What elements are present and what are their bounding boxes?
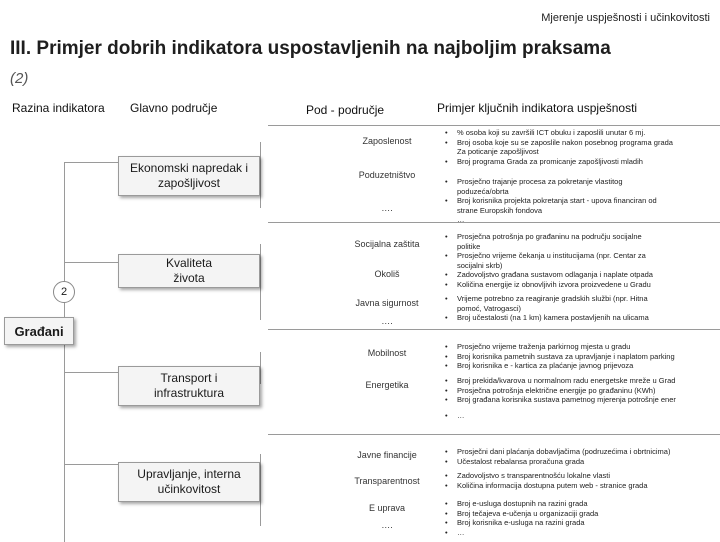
list-item: • Zadovoljstvo s transparentnošću lokalne vlasti <box>443 471 720 481</box>
list-item-continuation: Za poticanje zapošljivost <box>457 147 539 156</box>
list-item-continuation: politike <box>457 241 481 251</box>
list-item: • Prosječna potrošnja po građaninu na području socijalne <box>443 232 720 242</box>
list-item: • Prosječno vrijeme čekanja u institucijama (npr. Centar za <box>443 251 720 261</box>
indicators-okolis <box>443 270 720 289</box>
list-item: • Broj korisnika projekta pokretanja start - upova financiran od <box>443 196 720 206</box>
subarea-zaposlenost: Zaposlenost <box>362 136 412 146</box>
list-item: • % osoba koji su završili ICT obuku i zaposlili unutar 6 mj. <box>443 128 720 138</box>
list-item: • Broj građana korisnika sustava pametnog mjerenja potrošnje ener <box>443 395 720 405</box>
subarea-energetika: Energetika <box>365 380 409 390</box>
list-item-continuation: socijalni skrb) <box>457 260 503 270</box>
column-header-razina: Razina indikatora <box>12 101 105 115</box>
level-number-badge: 2 <box>53 281 75 303</box>
subarea-javne-financije: Javne financije <box>357 450 417 460</box>
list-item: • Količina energije iz obnovljivih izvora proizvedene u Gradu <box>443 280 720 290</box>
connector <box>64 372 120 373</box>
list-item: … <box>457 215 465 224</box>
level-connector <box>64 162 65 542</box>
connector <box>260 142 261 208</box>
indicators-mobilnost <box>443 342 720 371</box>
connector <box>64 464 120 465</box>
list-item: • Broj prekida/kvarova u normalnom radu energetske mreže u Grad <box>443 376 720 386</box>
subarea-ellipsis: …. <box>381 203 393 213</box>
list-item: • Prosječno trajanje procesa za pokretanje vlastitog <box>443 177 720 187</box>
list-item-continuation: pomoć, Vatrogasci) <box>457 303 522 313</box>
connector <box>260 454 261 526</box>
list-item: • … <box>443 411 720 421</box>
divider <box>268 125 720 126</box>
list-item: • Prosječna potrošnja električne energije po građaninu (KWh) <box>443 386 720 396</box>
list-item: • Učestalost rebalansa proračuna grada <box>443 457 720 467</box>
indicators-socijalna <box>443 232 720 270</box>
main-area-upravljanje: Upravljanje, interna učinkovitost <box>118 462 260 502</box>
list-item: • Broj tečajeva e-učenja u organizaciji grada <box>443 509 720 519</box>
indicators-energetika <box>443 376 720 420</box>
list-item: • Broj korisnika e-usluga na razini grada <box>443 518 720 528</box>
column-header-glavno: Glavno područje <box>130 101 218 115</box>
subarea-mobilnost: Mobilnost <box>367 348 407 358</box>
indicators-zaposlenost <box>443 128 720 166</box>
column-header-pod: Pod - područje <box>306 103 385 117</box>
indicators-javne-financije <box>443 447 720 466</box>
page-title: III. Primjer dobrih indikatora uspostavljenih na najboljim praksama <box>10 38 611 59</box>
indicators-e-uprava <box>443 499 720 537</box>
divider <box>268 434 720 435</box>
list-item: • Broj osoba koje su se zaposlile nakon posebnog programa grada <box>443 138 720 148</box>
list-item: • Broj programa Grada za promicanje zapošljivosti mladih <box>443 157 720 167</box>
list-item: • Količina informacija dostupna putem web - stranice grada <box>443 481 720 491</box>
main-area-kvaliteta: Kvaliteta života <box>118 254 260 288</box>
subarea-transparentnost: Transparentnost <box>354 476 420 486</box>
connector <box>64 162 120 163</box>
connector <box>260 352 261 384</box>
main-area-ekonomski: Ekonomski napredak i zapošljivost <box>118 156 260 196</box>
list-item: • Prosječni dani plaćanja dobavljačima (podruzećima i obrtnicima) <box>443 447 720 457</box>
column-header-primjer: Primjer ključnih indikatora uspješnosti <box>437 101 638 115</box>
list-item: • Broj učestalosti (na 1 km) kamera postavljenih na ulicama <box>443 313 720 323</box>
connector <box>260 244 261 320</box>
page-subtitle: (2) <box>10 70 29 87</box>
list-item: • Broj korisnika e - kartica za plaćanje javnog prijevoza <box>443 361 720 371</box>
main-area-transport: Transport i infrastruktura <box>118 366 260 406</box>
list-item: • Broj korisnika pametnih sustava za upravljanje i naplatom parking <box>443 352 720 362</box>
subarea-okolis: Okoliš <box>374 269 400 279</box>
subarea-socijalna-zastita: Socijalna zaštita <box>354 239 420 249</box>
list-item-continuation: poduzeća/obrta <box>457 186 509 196</box>
list-item: • Broj e-usluga dostupnih na razini grada <box>443 499 720 509</box>
subarea-ellipsis: …. <box>381 316 393 326</box>
list-item: • Prosječno vrijeme traženja parkirnog mjesta u gradu <box>443 342 720 352</box>
level-gradani-box: Građani <box>4 317 74 345</box>
list-item: • … <box>443 528 720 538</box>
indicators-sigurnost <box>443 294 720 323</box>
list-item: • Zadovoljstvo građana sustavom odlaganja i naplate otpada <box>443 270 720 280</box>
subarea-poduzetnistvo: Poduzetništvo <box>358 170 416 180</box>
connector <box>64 262 120 263</box>
subarea-javna-sigurnost: Javna sigurnost <box>355 298 419 308</box>
document-section-tag: Mjerenje uspješnosti i učinkovitosti <box>541 12 710 24</box>
list-item: • Vrijeme potrebno za reagiranje gradskih službi (npr. Hitna <box>443 294 720 304</box>
list-item-continuation: strane Europskih fondova <box>457 205 543 215</box>
indicators-transparentnost <box>443 471 720 490</box>
indicators-poduzetnistvo <box>443 177 720 225</box>
subarea-ellipsis: …. <box>381 520 393 530</box>
subarea-e-uprava: E uprava <box>368 503 406 513</box>
divider <box>268 329 720 330</box>
